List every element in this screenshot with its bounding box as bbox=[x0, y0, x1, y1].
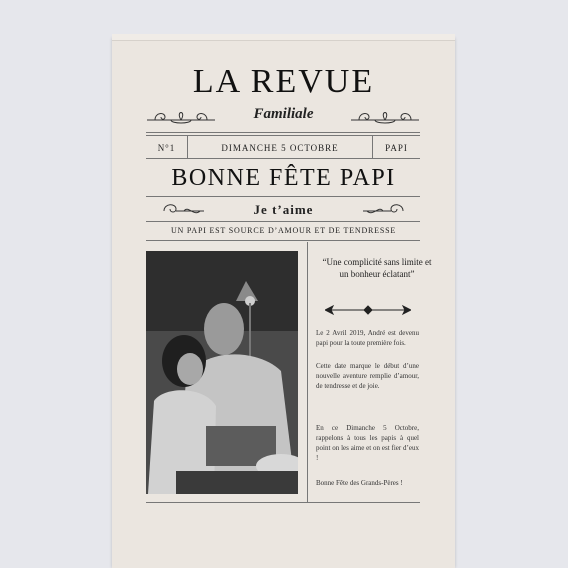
tagline: UN PAPI EST SOURCE D’AMOUR ET DE TENDRESSE bbox=[170, 226, 397, 235]
article-paragraph: En ce Dimanche 5 Octobre, rappelons à tous les papis à quel point on les aime et on est fier d’eux ! bbox=[316, 424, 419, 462]
headline: BONNE FÊTE PAPI bbox=[171, 165, 396, 191]
masthead-subtitle: Familiale bbox=[253, 106, 314, 122]
family-photo bbox=[146, 251, 298, 494]
masthead-title: LA REVUE bbox=[192, 63, 375, 100]
article-paragraph: Bonne Fête des Grands-Pères ! bbox=[316, 479, 403, 487]
issue-recipient: PAPI bbox=[385, 143, 408, 153]
issue-number: N°1 bbox=[157, 143, 176, 153]
greeting-card bbox=[112, 38, 455, 568]
article-paragraph: Le 2 Avril 2019, André est devenu papi pour la toute première fois. bbox=[316, 329, 419, 347]
flourish-ornament-icon bbox=[349, 106, 421, 128]
flourish-ornament-icon bbox=[145, 106, 217, 128]
issue-date: DIMANCHE 5 OCTOBRE bbox=[221, 143, 339, 153]
article-paragraph: Cette date marque le début d’une nouvelle aventure remplie d’amour, de tendresse et de joie. bbox=[316, 362, 419, 390]
divider-ornament-icon bbox=[325, 304, 411, 316]
kicker-text: Je t’aime bbox=[253, 202, 314, 217]
pull-quote: “Une complicité sans limite et un bonheur éclatant” bbox=[322, 257, 432, 279]
